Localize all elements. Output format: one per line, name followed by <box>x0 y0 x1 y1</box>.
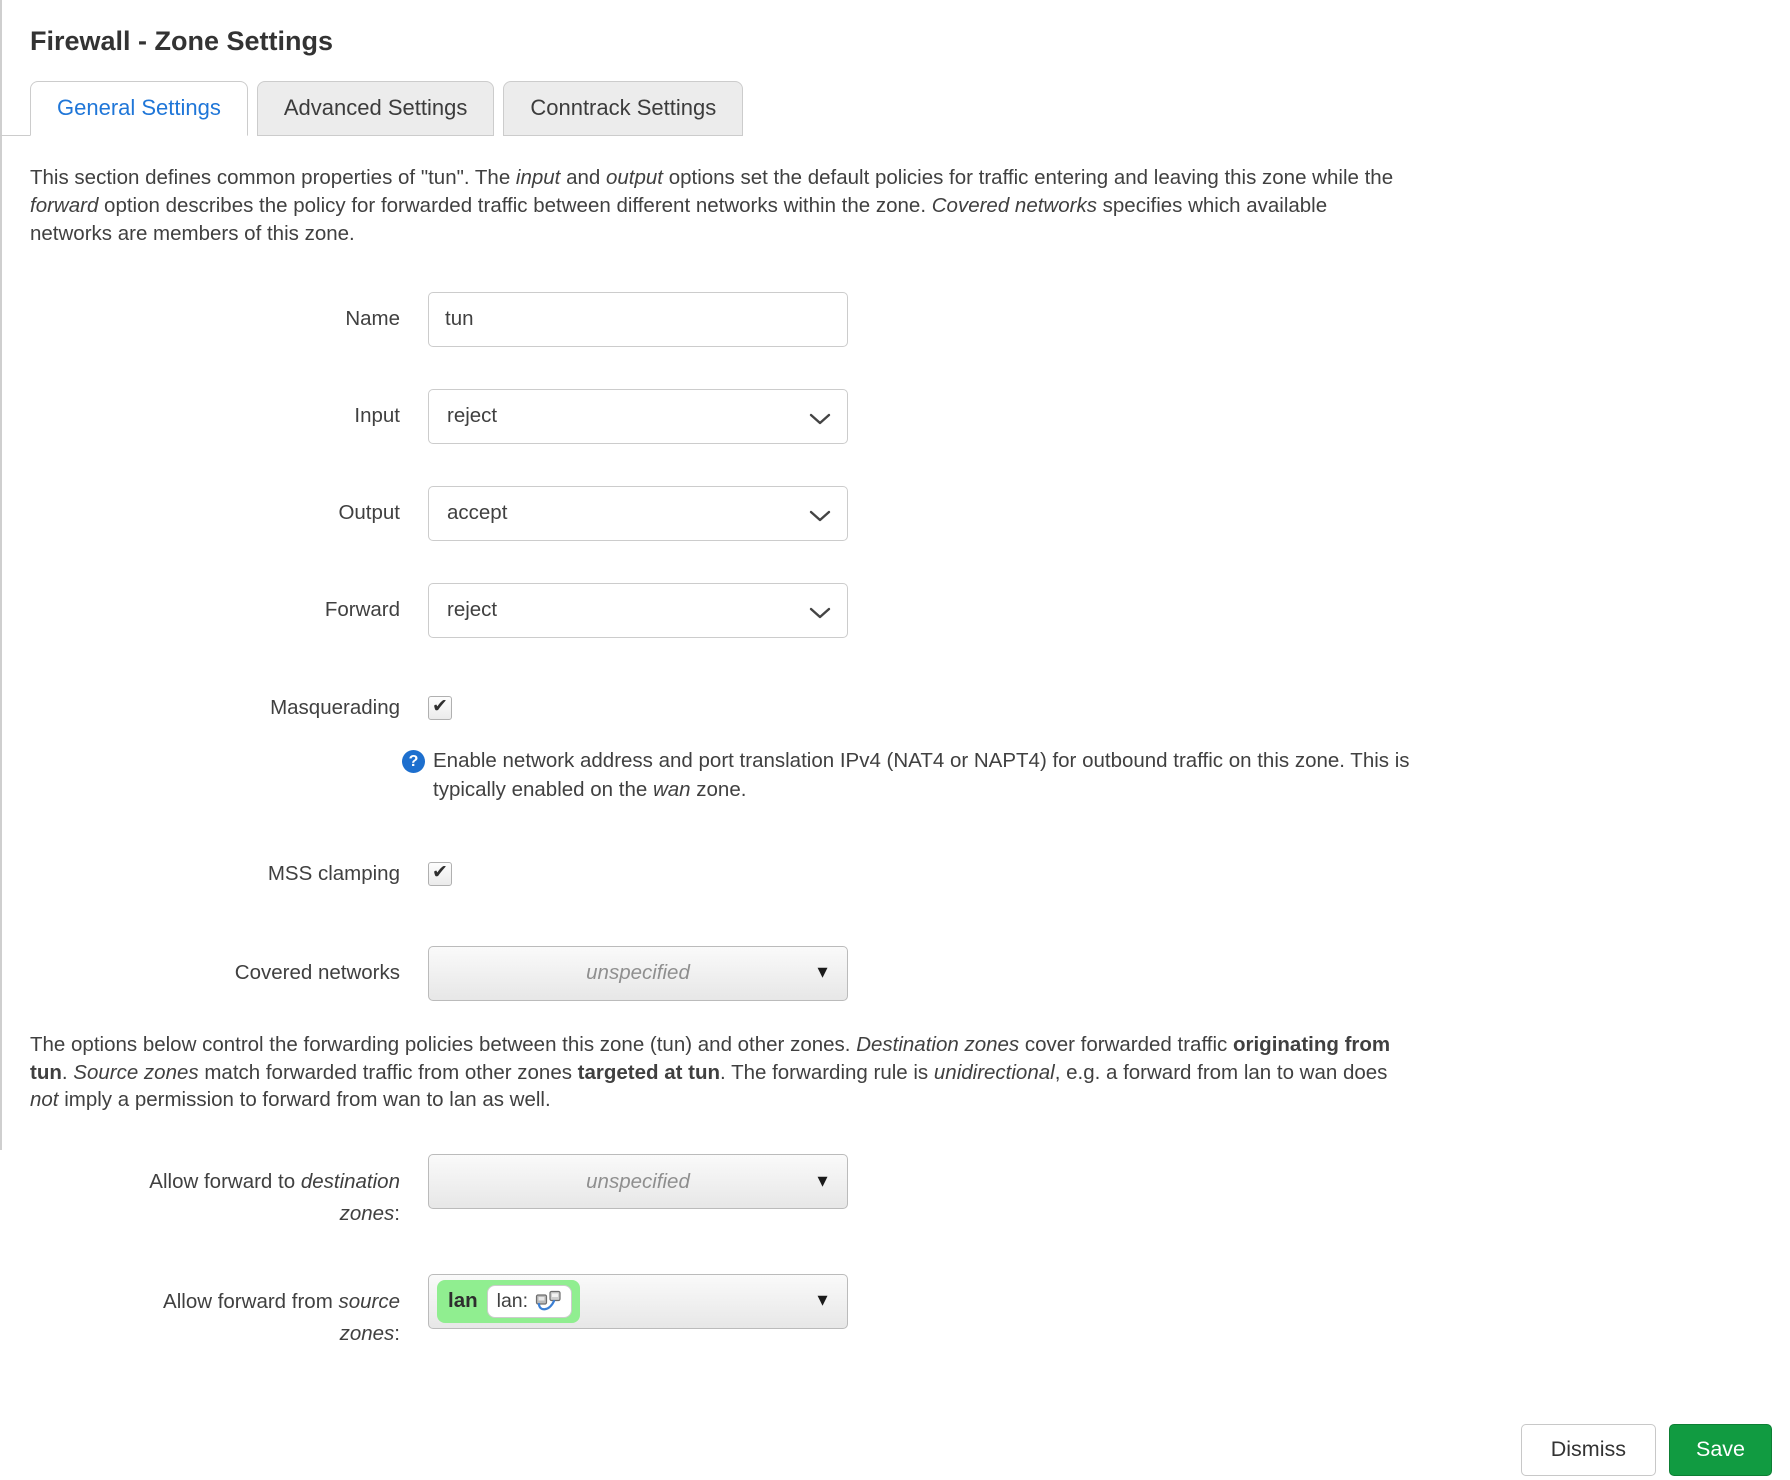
output-label: Output <box>338 501 400 525</box>
masquerading-row <box>30 692 1760 724</box>
covered-networks-label: Covered networks <box>234 961 400 985</box>
forward-to-row <box>30 1154 1760 1230</box>
dropdown-arrow-icon: ▼ <box>814 1290 831 1310</box>
dropdown-arrow-icon: ▼ <box>814 962 831 982</box>
name-label: Name <box>345 307 400 331</box>
forward-policy-value: reject <box>447 598 498 622</box>
tab-advanced-settings[interactable]: Advanced Settings <box>257 81 494 136</box>
masquerading-help-text <box>402 747 1410 804</box>
chevron-down-icon <box>809 505 831 529</box>
forward-to-label: Allow forward to destination zones: <box>149 1170 400 1226</box>
help-spacer <box>30 747 428 804</box>
input-label: Input <box>354 404 400 428</box>
forward-row <box>30 583 1760 638</box>
forward-to-value: unspecified <box>586 1169 690 1193</box>
input-policy-value: reject <box>447 404 498 428</box>
tab-general-settings[interactable]: General Settings <box>30 81 248 136</box>
chevron-down-icon <box>809 602 831 626</box>
output-row <box>30 486 1760 541</box>
output-policy-value: accept <box>447 501 508 525</box>
tab-bar <box>30 81 1760 136</box>
page-title: Firewall - Zone Settings <box>30 26 334 56</box>
help-icon: ? <box>402 750 425 773</box>
masquerading-label: Masquerading <box>270 695 400 719</box>
zone-tag-name: lan <box>448 1289 478 1313</box>
input-row <box>30 389 1760 444</box>
save-button[interactable]: Save <box>1669 1424 1772 1476</box>
name-row <box>30 292 1760 347</box>
name-input[interactable] <box>428 292 848 347</box>
forward-to-dropdown[interactable] <box>428 1154 848 1209</box>
dialog-actions <box>1521 1424 1772 1476</box>
check-icon: ✔ <box>432 696 448 717</box>
check-icon: ✔ <box>432 862 448 884</box>
forwarding-paragraph: The options below control the forwarding policies between this zone (tun) and other zones. Destination zones cover forwarded traffic originating from tun. Source zones match forwarded traffic from other zones targeted at tun. The forwarding rule is unidirectional, e.g. a forward from lan to wan does not imply a permission to forward from wan to lan as well. <box>30 1032 1391 1112</box>
forward-from-dropdown[interactable] <box>428 1274 848 1329</box>
forward-label: Forward <box>324 598 400 622</box>
covered-networks-value: unspecified <box>586 961 690 985</box>
ethernet-interface-icon <box>535 1290 562 1313</box>
zone-detail-text: lan: <box>496 1289 529 1312</box>
zone-settings-form <box>30 292 1760 1350</box>
forward-policy-select[interactable] <box>428 583 848 638</box>
input-policy-select[interactable] <box>428 389 848 444</box>
dismiss-button[interactable]: Dismiss <box>1521 1424 1656 1476</box>
covered-networks-row <box>30 946 1760 1001</box>
tab-conntrack-settings[interactable]: Conntrack Settings <box>503 81 743 136</box>
masquerading-help-row <box>30 747 1760 804</box>
mss-clamping-row <box>30 858 1760 890</box>
zone-tag-detail <box>487 1285 572 1318</box>
mss-clamping-label: MSS clamping <box>267 861 400 885</box>
forward-from-row <box>30 1274 1760 1350</box>
covered-networks-dropdown[interactable] <box>428 946 848 1001</box>
masquerading-checkbox[interactable] <box>428 696 452 720</box>
zone-tag-lan[interactable] <box>437 1280 580 1323</box>
forward-from-label: Allow forward from source zones: <box>163 1289 400 1345</box>
chevron-down-icon <box>809 408 831 432</box>
masquerading-help-content: Enable network address and port translation IPv4 (NAT4 or NAPT4) for outbound traffic on this zone. This is typically enabled on the wan zone. <box>433 749 1410 801</box>
output-policy-select[interactable] <box>428 486 848 541</box>
intro-paragraph: This section defines common properties of "tun". The input and output options set the default policies for traffic entering and leaving this zone while the forward option describes the policy for forwarded traffic between different networks within the zone. Covered networks specifies which available networks are members of this zone. <box>30 166 1394 245</box>
panel-left-border <box>0 0 2 1150</box>
mss-clamping-checkbox[interactable] <box>428 862 452 886</box>
dropdown-arrow-icon: ▼ <box>814 1171 831 1191</box>
